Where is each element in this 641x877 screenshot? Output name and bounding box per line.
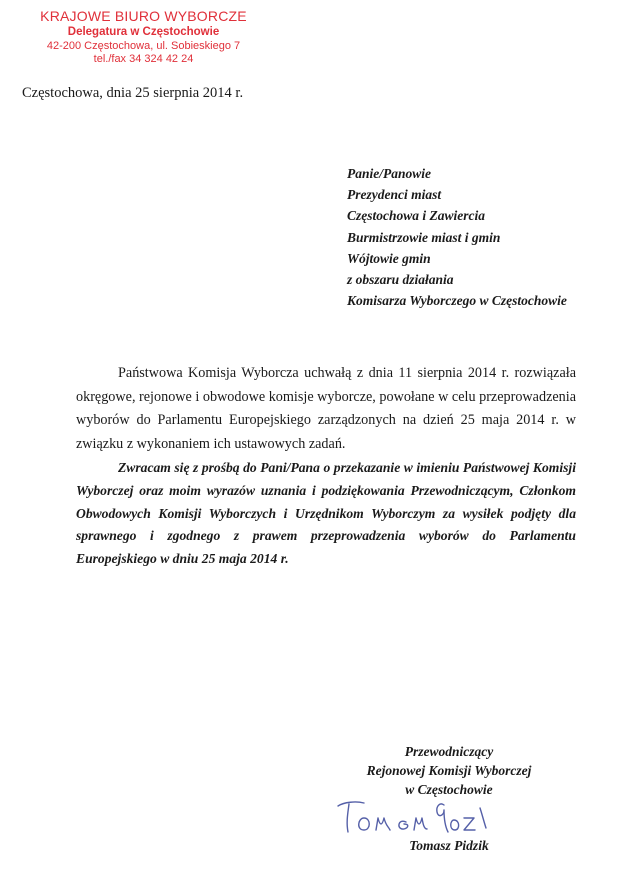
stamp-line-office: KRAJOWE BIURO WYBORCZE [40, 8, 247, 24]
addressee-line: Wójtowie gmin [347, 250, 431, 266]
addressee-line: Panie/Panowie [347, 166, 431, 181]
letter-date: Częstochowa, dnia 25 sierpnia 2014 r. [22, 85, 244, 101]
addressee-block [347, 163, 567, 311]
closing-title: Rejonowej Komisji Wyborczej [366, 763, 532, 778]
body-paragraph-1: Państwowa Komisja Wyborcza uchwałą z dnia 11 sierpnia 2014 r. rozwiązała okręgowe, rejonowe i obwodowe komisje wyborcze, powołane w celu przeprowadzenia wyborów do Parlamentu Europejskiego zarządzonych na dzień 25 maja 2014 r. w związku z wykonaniem ich ustawowych zadań. [76, 365, 576, 452]
handwritten-signature [334, 796, 544, 838]
stamp-line-delegation: Delegatura w Częstochowie [67, 26, 220, 38]
closing-title: w Częstochowie [405, 782, 493, 797]
stamp-line-phone: tel./fax 34 324 42 24 [93, 53, 194, 65]
signer-name: Tomasz Pidzik [409, 838, 489, 853]
addressee-line: Burmistrzowie miast i gmin [347, 229, 501, 245]
addressee-line: Komisarza Wyborczego w Częstochowie [347, 293, 567, 309]
closing-title: Przewodniczący [404, 744, 494, 759]
body-paragraph-2: Zwracam się z prośbą do Pani/Pana o przekazanie w imieniu Państwowej Komisji Wyborczej oraz moim wyrazów uznania i podziękowania Przewodniczącym, Członkom Obwodowych Komisji Wyborczych i Urzędnikom Wyborczym za wysiłek podjęty dla sprawnego i zgodnego z prawem przeprowadzenia wyborów do Parlamentu Europejskiego w dniu 25 maja 2014 r. [76, 460, 576, 567]
addressee-line: Prezydenci miast [347, 187, 442, 203]
addressee-line: Częstochowa i Zawiercia [347, 208, 485, 224]
addressee-line: z obszaru działania [347, 272, 454, 288]
letter-body [76, 362, 576, 571]
office-stamp [36, 8, 251, 66]
stamp-line-address: 42-200 Częstochowa, ul. Sobieskiego 7 [46, 40, 241, 52]
closing-block [340, 742, 558, 799]
